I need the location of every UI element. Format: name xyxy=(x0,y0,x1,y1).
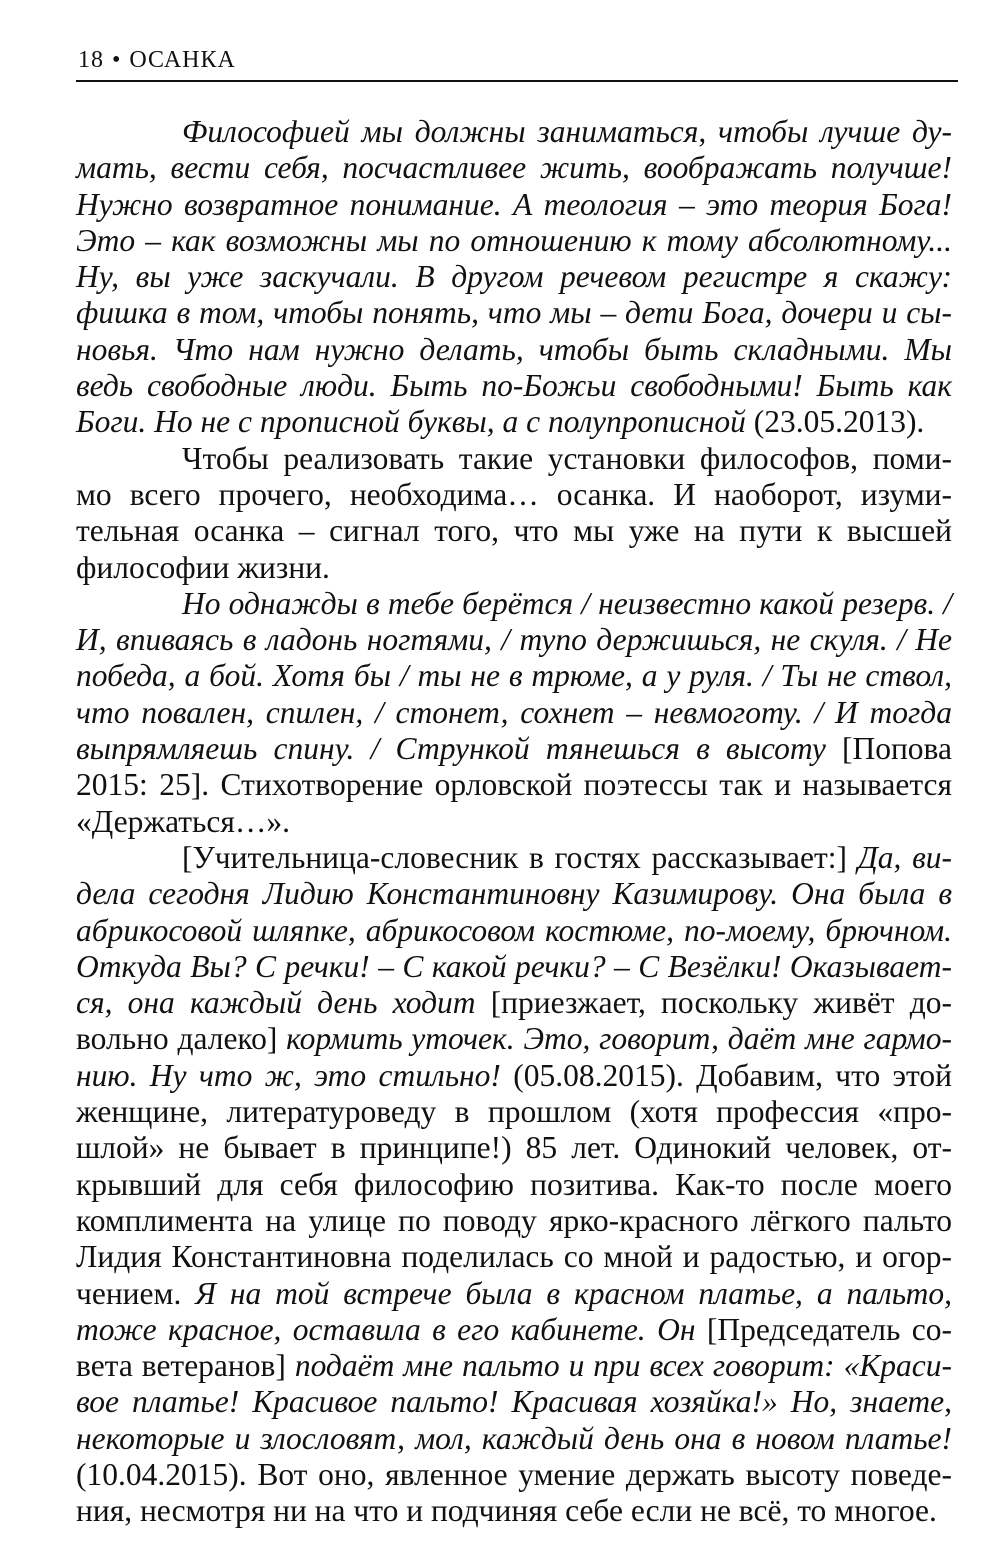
italic-quote-segment: И, впиваясь в ладонь ногтями, / тупо держишься, не скуля. / Не xyxy=(76,622,952,658)
italic-quote-segment: мать, вести себя, посчастливее жить, воображать получше! xyxy=(76,150,952,186)
italic-quote-segment: ся, она каждый день ходит xyxy=(76,985,476,1021)
paragraph xyxy=(76,586,952,840)
paragraph xyxy=(76,441,952,586)
italic-quote-segment: некоторые и злословят, мол, каждый день она в новом платье! xyxy=(76,1420,952,1456)
italic-quote-segment: Я на той встрече была в красном платье, а пальто, xyxy=(195,1275,952,1311)
text-line xyxy=(76,586,952,622)
italic-quote-segment: что повален, спилен, / стонет, сохнет – невмоготу. / И тогда xyxy=(76,694,952,730)
text-segment: Чтобы реализовать такие установки философов, поми- xyxy=(182,440,952,476)
italic-quote-segment: подаёт мне пальто и при всех говорит: «Краси- xyxy=(294,1348,952,1384)
text-line xyxy=(76,1239,952,1275)
italic-quote-segment: новья. Что нам нужно делать, чтобы быть складными. Мы xyxy=(76,331,952,367)
text-line xyxy=(76,368,952,404)
italic-quote-segment: нию. Ну что ж, это стильно! xyxy=(76,1057,501,1093)
text-segment: женщине, литературоведу в прошлом (хотя профессия «про- xyxy=(76,1094,952,1130)
paragraph xyxy=(76,840,952,1530)
text-segment: [приезжает, поскольку живёт до- xyxy=(475,985,952,1021)
text-segment: комплимента на улице по поводу ярко-красного лёгкого пальто xyxy=(76,1202,952,1238)
text-line xyxy=(76,259,952,295)
text-line xyxy=(76,913,952,949)
text-segment: вета ветеранов] xyxy=(76,1348,295,1384)
italic-quote-segment: выпрямляешь спину. / Стрункой тянешься в высоту xyxy=(76,731,826,767)
italic-quote-segment: ведь свободные люди. Быть по-Божьи свободными! Быть как xyxy=(76,368,952,404)
header-rule xyxy=(76,80,958,82)
text-segment: Лидия Константиновна поделилась со мной и радостью, и огор- xyxy=(76,1239,952,1275)
italic-quote-segment: Нужно возвратное понимание. А теология – это теория Бога! xyxy=(76,186,952,222)
text-segment: вольно далеко] xyxy=(76,1021,287,1057)
italic-quote-segment: фишка в том, чтобы понять, что мы – дети Бога, дочери и сы- xyxy=(76,295,952,331)
page-number: 18 xyxy=(78,47,104,73)
text-segment: «Держаться…». xyxy=(76,803,291,839)
italic-quote-segment: Но однажды в тебе берётся / неизвестно какой резерв. / xyxy=(182,585,952,621)
text-segment: мо всего прочего, необходима… осанка. И наоборот, изуми- xyxy=(76,476,952,512)
text-segment: (23.05.2013). xyxy=(745,404,925,440)
text-line xyxy=(76,622,952,658)
running-header xyxy=(78,44,958,76)
text-segment: шлой» не бывает в принципе!) 85 лет. Одинокий человек, от- xyxy=(76,1130,952,1166)
italic-quote-segment: Откуда Вы? С речки! – С какой речки? – С Везёлки! Оказывает- xyxy=(76,948,952,984)
text-line xyxy=(76,1167,952,1203)
italic-quote-segment: дела сегодня Лидию Константиновну Казимирову. Она была в xyxy=(76,876,952,912)
text-line xyxy=(76,404,952,440)
text-segment: чением. xyxy=(76,1275,196,1311)
text-line xyxy=(76,550,952,586)
text-line xyxy=(76,840,952,876)
text-segment: (05.08.2015). Добавим, что этой xyxy=(500,1057,953,1093)
text-segment: [Попова xyxy=(825,731,952,767)
text-line xyxy=(76,1021,952,1057)
italic-quote-segment: победа, а бой. Хотя бы / ты не в трюме, а у руля. / Ты не ствол, xyxy=(76,658,952,694)
text-line xyxy=(76,1457,952,1493)
text-segment: [Учительница-словесник в гостях рассказывает:] xyxy=(182,839,858,875)
text-segment: 2015: 25]. Стихотворение орловской поэтессы так и называется xyxy=(76,767,952,803)
text-line xyxy=(76,1348,952,1384)
text-line xyxy=(76,695,952,731)
text-line xyxy=(76,441,952,477)
running-title: ОСАНКА xyxy=(129,47,236,73)
text-line xyxy=(76,513,952,549)
text-segment: философии жизни. xyxy=(76,549,330,585)
text-line xyxy=(76,295,952,331)
text-line xyxy=(76,1058,952,1094)
paragraph xyxy=(76,114,952,441)
italic-quote-segment: кормить уточек. Это, говорит, даёт мне гармо- xyxy=(286,1021,953,1057)
text-line xyxy=(76,1312,952,1348)
text-line xyxy=(76,767,952,803)
text-line xyxy=(76,949,952,985)
text-line xyxy=(76,1130,952,1166)
text-segment: крывший для себя философию позитива. Как-то после моего xyxy=(76,1166,952,1202)
italic-quote-segment: Ну, вы уже заскучали. В другом речевом регистре я скажу: xyxy=(76,259,952,295)
italic-quote-segment: вое платье! Красивое пальто! Красивая хозяйка!» Но, знаете, xyxy=(76,1384,952,1420)
text-segment: ния, несмотря ни на что и подчиняя себе если не всё, то многое. xyxy=(76,1493,937,1529)
text-line xyxy=(76,804,952,840)
text-line xyxy=(76,150,952,186)
text-line xyxy=(76,477,952,513)
italic-quote-segment: Боги. Но не с прописной буквы, а с полупрописной xyxy=(76,404,746,440)
body-text xyxy=(76,114,952,1530)
italic-quote-segment: Это – как возможны мы по отношению к тому абсолютному... xyxy=(76,222,952,258)
italic-quote-segment: тоже красное, оставила в его кабинете. Он xyxy=(76,1311,696,1347)
text-line xyxy=(76,876,952,912)
text-line xyxy=(76,187,952,223)
text-line xyxy=(76,332,952,368)
text-segment: [Председатель со- xyxy=(695,1311,952,1347)
italic-quote-segment: Да, ви- xyxy=(857,839,952,875)
text-line xyxy=(76,1203,952,1239)
italic-quote-segment: Философией мы должны заниматься, чтобы лучше ду- xyxy=(182,114,952,149)
text-line xyxy=(76,1421,952,1457)
text-line xyxy=(76,114,952,150)
text-segment: (10.04.2015). Вот оно, явленное умение держать высоту поведе- xyxy=(76,1456,952,1492)
text-line xyxy=(76,1276,952,1312)
text-line xyxy=(76,985,952,1021)
header-bullet: • xyxy=(112,47,122,73)
text-line xyxy=(76,658,952,694)
text-segment: тельная осанка – сигнал того, что мы уже на пути к высшей xyxy=(76,513,952,549)
text-line xyxy=(76,1493,952,1529)
text-line xyxy=(76,1384,952,1420)
text-line xyxy=(76,1094,952,1130)
text-line xyxy=(76,223,952,259)
text-line xyxy=(76,731,952,767)
italic-quote-segment: абрикосовой шляпке, абрикосовом костюме, по-моему, брючном. xyxy=(76,912,952,948)
